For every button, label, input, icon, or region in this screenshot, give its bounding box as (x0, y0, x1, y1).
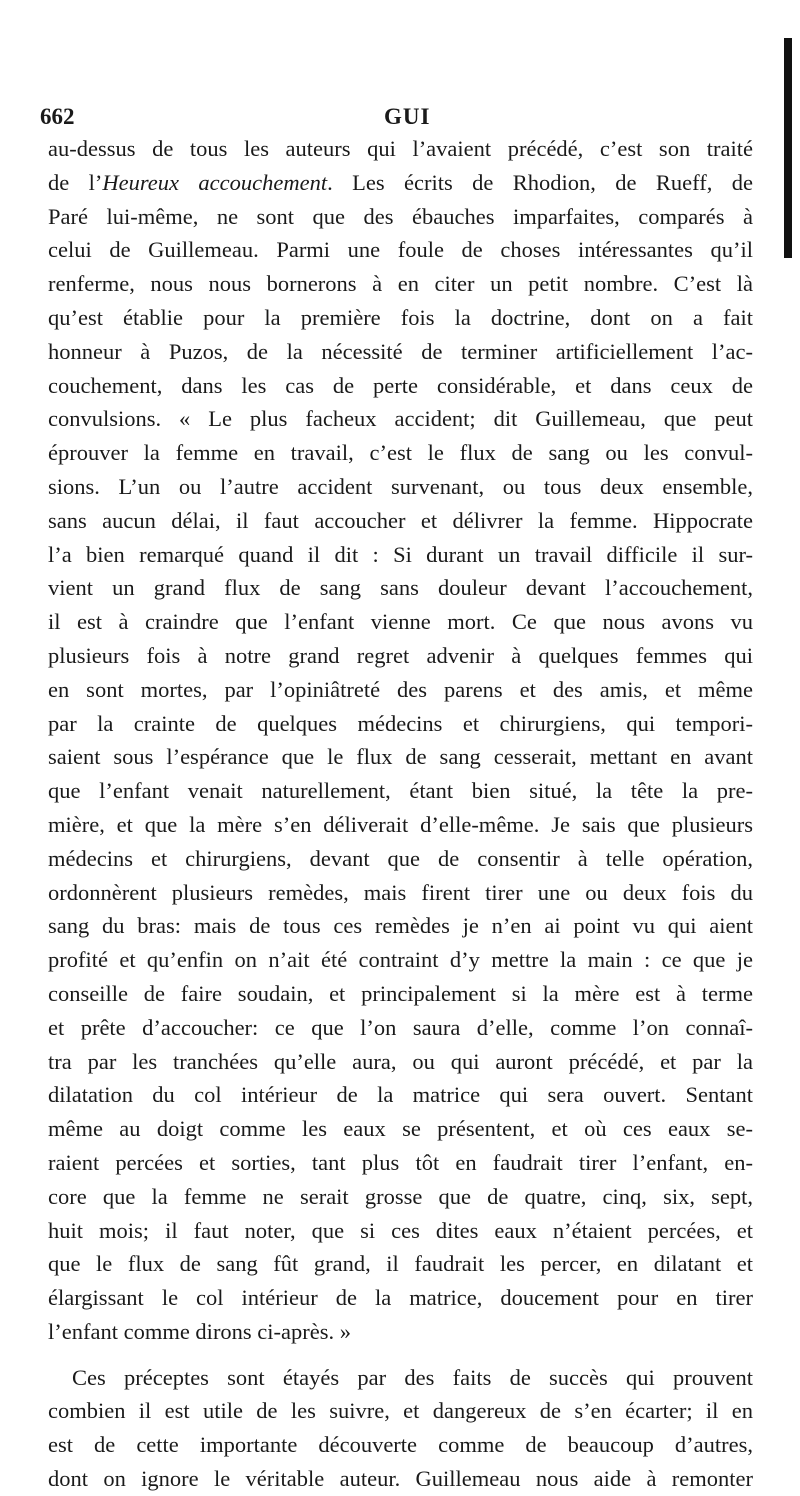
running-head (40, 104, 760, 134)
paragraph-gap (48, 1349, 753, 1361)
text-line: est de cette importante découverte comme de beaucoup d’autres, (48, 1432, 753, 1458)
text-line: dont on ignore le véritable auteur. Guillemeau nous aide à remonter (48, 1466, 753, 1492)
text-line: Paré lui-même, ne sont que des ébauches imparfaites, comparés à (48, 203, 753, 229)
text-line: vient un grand flux de sang sans douleur devant l’accouchement, (48, 575, 753, 601)
running-head-title: GUI (384, 104, 431, 129)
text-line: même au doigt comme les eaux se présentent, et où ces eaux se- (48, 1116, 753, 1142)
text-line: huit mois; il faut noter, que si ces dites eaux n’étaient percées, et (48, 1217, 753, 1243)
text-line: renferme, nous nous bornerons à en citer un petit nombre. C’est là (48, 271, 753, 297)
text-line: combien il est utile de les suivre, et dangereux de s’en écarter; il en (48, 1398, 753, 1424)
text-line: celui de Guillemeau. Parmi une foule de choses intéressantes qu’il (48, 237, 753, 263)
text-line: l’a bien remarqué quand il dit : Si durant un travail difficile il sur- (48, 541, 753, 567)
text-line: profité et qu’enfin on n’ait été contraint d’y mettre la main : ce que je (48, 947, 753, 973)
text-line: il est à craindre que l’enfant vienne mort. Ce que nous avons vu (48, 609, 753, 635)
text-line: qu’est établie pour la première fois la doctrine, dont on a fait (48, 304, 753, 330)
book-title: Heureux accouchement (102, 169, 328, 195)
text-line: dilatation du col intérieur de la matrice qui sera ouvert. Sentant (48, 1082, 753, 1108)
page-edge-bar (784, 38, 792, 258)
text-line: saient sous l’espérance que le flux de sang cesserait, mettant en avant (48, 744, 753, 770)
text-line: de l’Heureux accouchement. Les écrits de Rhodion, de Rueff, de (48, 169, 753, 195)
text-line: et prête d’accoucher: ce que l’on saura d’elle, comme l’on connaî- (48, 1014, 753, 1040)
text-line: au-dessus de tous les auteurs qui l’avaient précédé, c’est son traité (48, 136, 753, 161)
text-line: mière, et que la mère s’en déliverait d’elle-même. Je sais que plusieurs (48, 811, 753, 837)
paragraph-2 (48, 1361, 753, 1496)
page-number: 662 (40, 104, 75, 129)
text-line: en sont mortes, par l’opiniâtreté des parens et des amis, et même (48, 676, 753, 702)
text-line: Ces préceptes sont étayés par des faits de succès qui prouvent (72, 1364, 753, 1390)
text-line: sans aucun délai, il faut accoucher et délivrer la femme. Hippocrate (48, 507, 753, 533)
text-line: sions. L’un ou l’autre accident survenant, ou tous deux ensemble, (48, 473, 753, 499)
text-line: ordonnèrent plusieurs remèdes, mais firent tirer une ou deux fois du (48, 879, 753, 905)
text-line: conseille de faire soudain, et principalement si la mère est à terme (48, 980, 753, 1006)
text-line: par la crainte de quelques médecins et chirurgiens, qui tempori- (48, 710, 753, 736)
text-line: que le flux de sang fût grand, il faudrait les percer, en dilatant et (48, 1251, 753, 1277)
text-line: éprouver la femme en travail, c’est le flux de sang ou les convul- (48, 440, 753, 466)
text-line: médecins et chirurgiens, devant que de consentir à telle opération, (48, 845, 753, 871)
text-line: l’enfant comme dirons ci-après. » (48, 1318, 352, 1344)
text-line: couchement, dans les cas de perte considérable, et dans ceux de (48, 372, 753, 398)
text-line: core que la femme ne serait grosse que de quatre, cinq, six, sept, (48, 1183, 753, 1209)
paragraph-1 (48, 132, 753, 1349)
body-text (48, 132, 753, 1496)
text-line: que l’enfant venait naturellement, étant bien situé, la tête la pre- (48, 778, 753, 804)
text-line: élargissant le col intérieur de la matrice, doucement pour en tirer (48, 1285, 753, 1311)
text-line: raient percées et sorties, tant plus tôt en faudrait tirer l’enfant, en- (48, 1149, 753, 1175)
text-line: tra par les tranchées qu’elle aura, ou qui auront précédé, et par la (48, 1048, 753, 1074)
text-line: plusieurs fois à notre grand regret advenir à quelques femmes qui (48, 642, 753, 668)
text-line: convulsions. « Le plus facheux accident; dit Guillemeau, que peut (48, 406, 753, 432)
text-line: honneur à Puzos, de la nécessité de terminer artificiellement l’ac- (48, 338, 753, 364)
text-line: sang du bras: mais de tous ces remèdes je n’en ai point vu qui aient (48, 913, 753, 939)
